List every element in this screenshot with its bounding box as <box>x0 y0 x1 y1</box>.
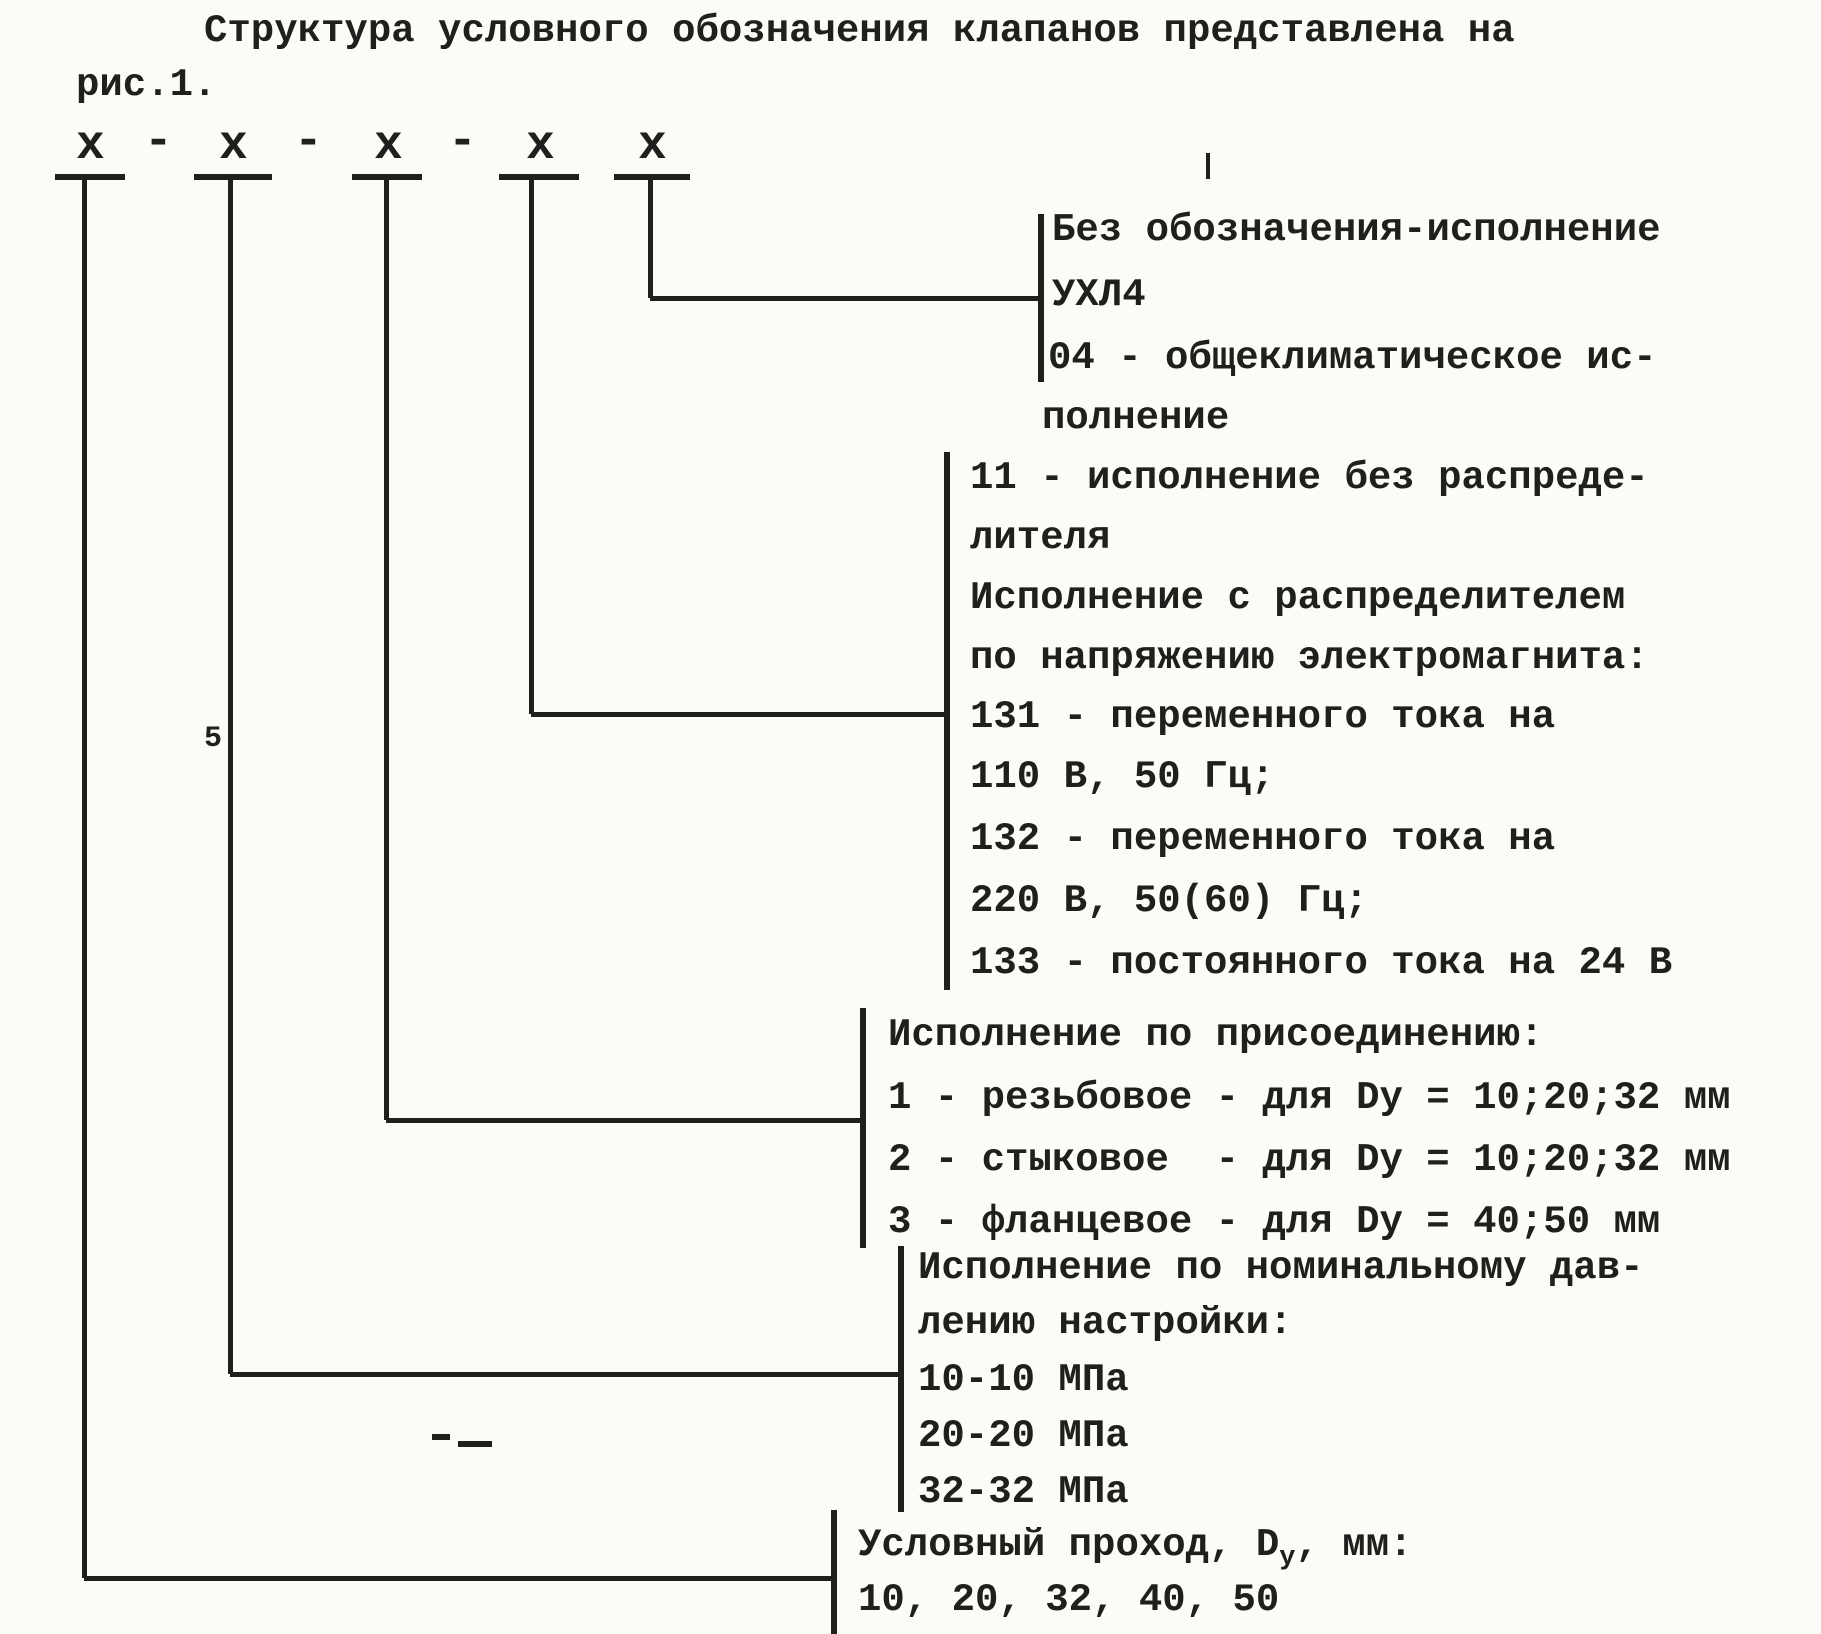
stem-line-position-4 <box>529 180 534 714</box>
code-position-3: х <box>374 119 403 173</box>
bracket-bore <box>831 1510 837 1634</box>
branch-voltage-line-2: лителя <box>970 516 1111 560</box>
stem-line-position-3 <box>384 180 389 1120</box>
branch-pressure-line-4: 20-20 МПа <box>918 1414 1129 1458</box>
branch-voltage-line-9: 133 - постоянного тока на 24 В <box>970 941 1673 985</box>
branch-pressure-line-1: Исполнение по номинальному дав- <box>918 1246 1644 1290</box>
branch-climate-line-2: УХЛ4 <box>1052 273 1146 317</box>
branch-connection-line-2: 1 - резьбовое - для Dу = 10;20;32 мм <box>888 1076 1731 1120</box>
code-position-2: х <box>219 119 248 173</box>
branch-voltage-line-7: 132 - переменного тока на <box>970 817 1556 861</box>
bracket-pressure <box>898 1246 904 1512</box>
branch-voltage-line-4: по напряжению электромагнита: <box>970 636 1649 680</box>
branch-connection-line-4: 3 - фланцевое - для Dу = 40;50 мм <box>888 1200 1661 1244</box>
connector-line-pressure <box>230 1372 902 1377</box>
branch-voltage-line-6: 110 В, 50 Гц; <box>970 755 1275 799</box>
position-underline-2 <box>194 174 272 180</box>
branch-pressure-line-5: 32-32 МПа <box>918 1470 1129 1514</box>
branch-pressure-line-2: лению настройки: <box>918 1301 1293 1345</box>
bore-title-subscript: у <box>1279 1543 1296 1573</box>
stem-line-position-2 <box>228 180 233 1374</box>
branch-connection-line-1: Исполнение по присоединению: <box>888 1013 1544 1057</box>
code-position-5: х <box>638 119 667 173</box>
connector-line-voltage <box>531 712 948 717</box>
branch-climate-line-3: 04 - общеклиматическое ис- <box>1048 336 1657 380</box>
branch-connection-line-3: 2 - стыковое - для Dу = 10;20;32 мм <box>888 1138 1731 1182</box>
bracket-voltage <box>944 452 950 990</box>
intro-line-1: Структура условного обозначения клапанов представлена на <box>204 9 1515 53</box>
intro-line-2: рис.1. <box>76 63 217 107</box>
branch-voltage-line-8: 220 В, 50(60) Гц; <box>970 879 1368 923</box>
stem-line-position-1 <box>82 180 87 1578</box>
stem-line-position-5 <box>648 180 653 298</box>
branch-voltage-line-5: 131 - переменного тока на <box>970 695 1556 739</box>
scan-artifact-stray-digit: 5 <box>204 722 223 756</box>
connector-line-bore <box>84 1576 834 1581</box>
bracket-climate <box>1038 214 1044 382</box>
code-separator-2: - <box>294 115 323 169</box>
branch-bore-title <box>858 1522 1413 1572</box>
position-underline-4 <box>499 174 579 180</box>
branch-climate-line-1: Без обозначения-исполнение <box>1052 208 1661 252</box>
branch-voltage-line-1: 11 - исполнение без распреде- <box>970 456 1649 500</box>
code-separator-3: - <box>448 115 477 169</box>
branch-pressure-line-3: 10-10 МПа <box>918 1358 1129 1402</box>
bracket-connection <box>860 1008 866 1248</box>
bore-title-suffix: , мм: <box>1295 1523 1413 1567</box>
code-position-1: х <box>76 119 105 173</box>
bore-title-prefix: Условный проход, D <box>858 1523 1280 1567</box>
code-position-4: х <box>526 119 555 173</box>
scan-artifact-dash-2 <box>458 1441 492 1447</box>
scan-artifact-dash-1 <box>432 1434 450 1440</box>
connector-line-climate <box>650 296 1042 301</box>
position-underline-1 <box>55 174 125 180</box>
branch-voltage-line-3: Исполнение с распределителем <box>970 576 1626 620</box>
code-separator-1: - <box>144 115 173 169</box>
connector-line-connection <box>386 1118 864 1123</box>
branch-bore-values: 10, 20, 32, 40, 50 <box>858 1578 1280 1622</box>
scan-artifact-tick <box>1206 153 1210 179</box>
branch-climate-line-4: полнение <box>1042 396 1230 440</box>
